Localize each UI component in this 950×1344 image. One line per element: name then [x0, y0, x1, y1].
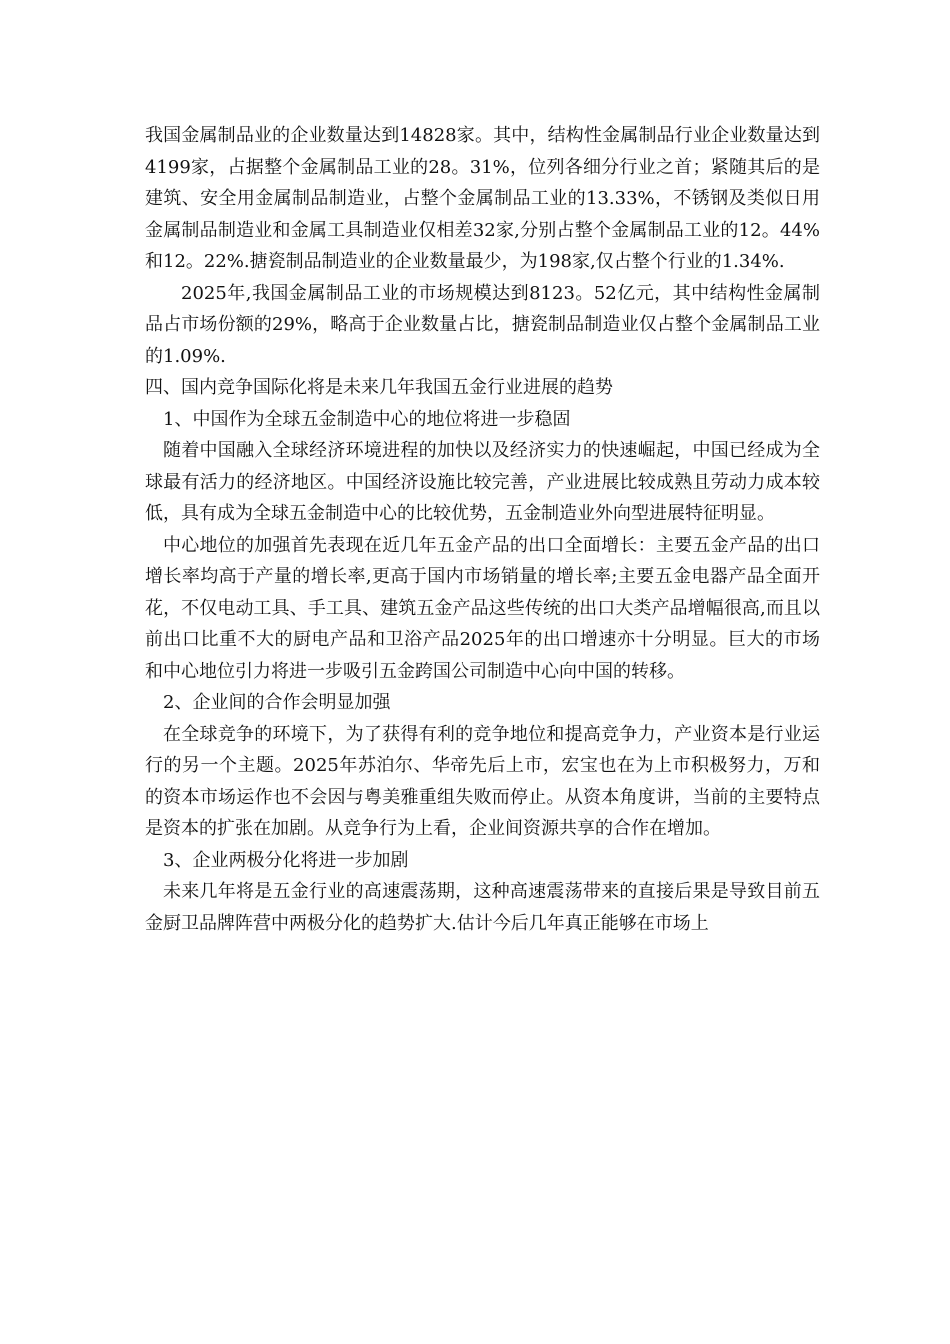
- paragraph-global-competition: 在全球竞争的环境下，为了获得有利的竞争地位和提高竞争力，产业资本是行业运行的另一个主题。2025年苏泊尔、华帝先后上市，宏宝也在为上市积极努力，万和的资本市场运作也不会因与粤美雅重组失败而停止。从资本角度讲，当前的主要特点是资本的扩张在加剧。从竞争行为上看，企业间资源共享的合作在增加。: [145, 723, 820, 839]
- paragraph-market-turbulence: 未来几年将是五金行业的高速震荡期，这种高速震荡带来的直接后果是导致目前五金厨卫品牌阵营中两极分化的趋势扩大.估计今后几年真正能够在市场上: [145, 881, 820, 934]
- paragraph-industry-statistics: 我国金属制品业的企业数量达到14828家。其中，结构性金属制品行业企业数量达到4199家，占据整个金属制品工业的28。31%，位列各细分行业之首；紧随其后的是建筑、安全用金属制品制造业，占整个金属制品工业的13.33%，不锈钢及类似日用金属制品制造业和金属工具制造业仅相差32家,分别占整个金属制品工业的12。44%和12。22%.搪瓷制品制造业的企业数量最少，为198家,仅占整个行业的1.34%.: [145, 125, 820, 272]
- section-heading-trend: 四、国内竞争国际化将是未来几年我国五金行业进展的趋势: [145, 377, 613, 398]
- subheading-polarization: 3、企业两极分化将进一步加剧: [163, 849, 409, 871]
- paragraph-china-integration: 随着中国融入全球经济环境进程的加快以及经济实力的快速崛起，中国已经成为全球最有活力的经济地区。中国经济设施比较完善，产业进展比较成熟且劳动力成本较低，具有成为全球五金制造中心的比较优势，五金制造业外向型进展特征明显。: [145, 440, 820, 524]
- paragraph-market-size: 2025年,我国金属制品工业的市场规模达到8123。52亿元，其中结构性金属制品占市场份额的29%，略高于企业数量占比，搪瓷制品制造业仅占整个金属制品工业的1.09%.: [145, 282, 820, 367]
- subheading-enterprise-cooperation: 2、企业间的合作会明显加强: [163, 692, 391, 713]
- subheading-manufacturing-center: 1、中国作为全球五金制造中心的地位将进一步稳固: [163, 408, 571, 430]
- document-body: [145, 120, 820, 939]
- paragraph-export-growth: 中心地位的加强首先表现在近几年五金产品的出口全面增长：主要五金产品的出口增长率均高于产量的增长率,更高于国内市场销量的增长率;主要五金电器产品全面开花，不仅电动工具、手工具、建筑五金产品这些传统的出口大类产品增幅很高,而且以前出口比重不大的厨电产品和卫浴产品2025年的出口增速亦十分明显。巨大的市场和中心地位引力将进一步吸引五金跨国公司制造中心向中国的转移。: [145, 534, 820, 682]
